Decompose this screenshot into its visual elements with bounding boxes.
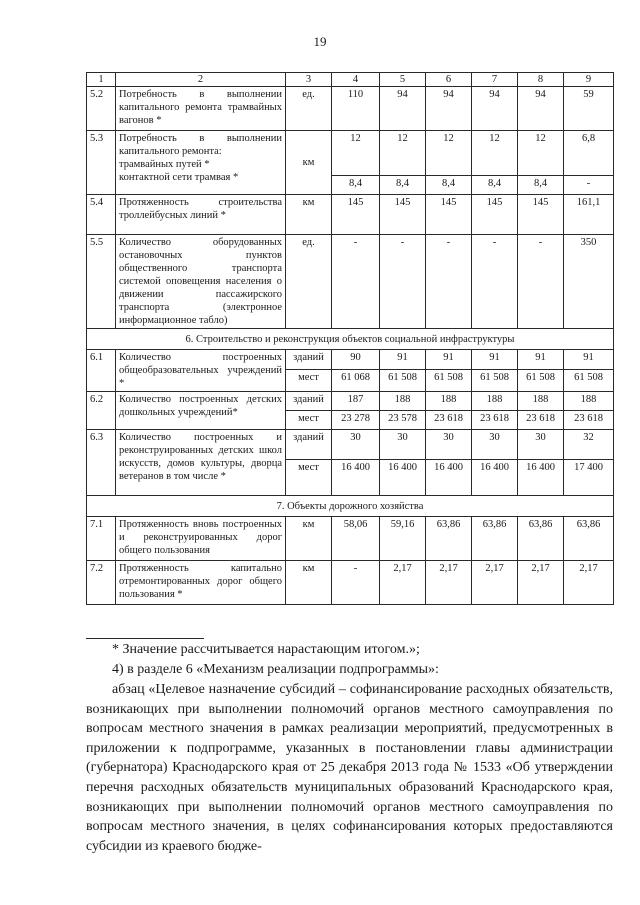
header-cell: 9 — [564, 73, 614, 87]
section-row — [87, 329, 614, 350]
value-cell: 145 — [426, 195, 472, 235]
value-cell: 61 508 — [472, 370, 518, 392]
section-change-line: 4) в разделе 6 «Механизм реализации подпрограммы»: — [112, 662, 439, 677]
value-cell: 16 400 — [518, 460, 564, 496]
value-cell: 12 — [518, 131, 564, 176]
value-cell: 8,4 — [518, 176, 564, 195]
value-cell: - — [518, 235, 564, 329]
indicator-name: Количество построенных детских дошкольных учреждений* — [116, 392, 286, 430]
unit-cell: км — [286, 131, 332, 195]
value-cell: 30 — [426, 430, 472, 460]
row-number: 5.2 — [87, 87, 116, 131]
header-cell: 8 — [518, 73, 564, 87]
value-cell: 58,06 — [332, 517, 380, 561]
value-cell: 61 068 — [332, 370, 380, 392]
value-cell: - — [426, 235, 472, 329]
value-cell: 16 400 — [332, 460, 380, 496]
row-number: 6.2 — [87, 392, 116, 430]
value-cell: 61 508 — [380, 370, 426, 392]
value-cell: 23 618 — [518, 411, 564, 430]
table-row — [87, 430, 614, 460]
header-cell: 4 — [332, 73, 380, 87]
value-cell: - — [380, 235, 426, 329]
row-number: 7.1 — [87, 517, 116, 561]
indicator-name: Количество построенных общеобразовательных учреждений * — [116, 350, 286, 392]
unit-cell: км — [286, 195, 332, 235]
value-cell: 12 — [472, 131, 518, 176]
value-cell: 145 — [380, 195, 426, 235]
value-cell: 2,17 — [518, 561, 564, 605]
header-cell: 6 — [426, 73, 472, 87]
page-number: 19 — [313, 34, 327, 49]
value-cell: 59 — [564, 87, 614, 131]
value-cell: 63,86 — [472, 517, 518, 561]
value-cell: 61 508 — [564, 370, 614, 392]
unit-cell: зданий — [286, 392, 332, 411]
value-cell: 91 — [564, 350, 614, 370]
value-cell: 188 — [426, 392, 472, 411]
value-cell: 6,8 — [564, 131, 614, 176]
value-cell: 8,4 — [426, 176, 472, 195]
value-cell: 8,4 — [332, 176, 380, 195]
value-cell: 30 — [380, 430, 426, 460]
value-cell: 61 508 — [518, 370, 564, 392]
indicator-name: Количество оборудованных остановочных пунктов общественного транспорта системой оповещения населения о движении пассажирского транспорта (электронное информационное табло) — [116, 235, 286, 329]
value-cell: - — [332, 561, 380, 605]
value-cell: 63,86 — [426, 517, 472, 561]
unit-cell: мест — [286, 411, 332, 430]
value-cell: 188 — [380, 392, 426, 411]
value-cell: 12 — [426, 131, 472, 176]
table-row — [87, 561, 614, 605]
header-cell: 3 — [286, 73, 332, 87]
indicator-name-main: Потребность в выполнении капитального ремонта: — [119, 133, 282, 157]
value-cell: 23 278 — [332, 411, 380, 430]
value-cell: 61 508 — [426, 370, 472, 392]
value-cell: 91 — [380, 350, 426, 370]
table-row — [87, 131, 614, 176]
value-cell: 30 — [472, 430, 518, 460]
value-cell: 30 — [518, 430, 564, 460]
value-cell: 8,4 — [472, 176, 518, 195]
unit-cell: зданий — [286, 350, 332, 370]
value-cell: 188 — [564, 392, 614, 411]
value-cell: 16 400 — [426, 460, 472, 496]
section-title: 6. Строительство и реконструкция объектов социальной инфраструктуры — [87, 329, 614, 350]
value-cell: 23 618 — [472, 411, 518, 430]
unit-cell: ед. — [286, 235, 332, 329]
value-cell: 91 — [426, 350, 472, 370]
value-cell: 90 — [332, 350, 380, 370]
value-cell: 188 — [518, 392, 564, 411]
unit-cell: ед. — [286, 87, 332, 131]
value-cell: 12 — [332, 131, 380, 176]
value-cell: 23 618 — [426, 411, 472, 430]
value-cell: 63,86 — [518, 517, 564, 561]
indicator-name: Протяженность капитально отремонтированных дорог общего пользования * — [116, 561, 286, 605]
value-cell: 16 400 — [472, 460, 518, 496]
table-row — [87, 392, 614, 411]
section-row — [87, 496, 614, 517]
value-cell: 23 618 — [564, 411, 614, 430]
table-row — [87, 235, 614, 329]
value-cell: 161,1 — [564, 195, 614, 235]
unit-cell: зданий — [286, 430, 332, 460]
indicator-name: Потребность в выполнении капитального ремонта трамвайных вагонов * — [116, 87, 286, 131]
footnote: * Значение рассчитывается нарастающим итогом.»; — [112, 642, 420, 657]
value-cell: 94 — [380, 87, 426, 131]
row-number: 6.1 — [87, 350, 116, 392]
value-cell: 94 — [518, 87, 564, 131]
value-cell: 2,17 — [564, 561, 614, 605]
value-cell: 23 578 — [380, 411, 426, 430]
indicator-sub-tram-tracks: трамвайных путей * — [119, 159, 210, 170]
value-cell: 91 — [518, 350, 564, 370]
table-row — [87, 87, 614, 131]
value-cell: - — [564, 176, 614, 195]
indicator-name: Протяженность строительства троллейбусных линий * — [116, 195, 286, 235]
value-cell: 2,17 — [472, 561, 518, 605]
unit-cell: км — [286, 517, 332, 561]
header-cell: 2 — [116, 73, 286, 87]
unit-cell: км — [286, 561, 332, 605]
indicators-table — [86, 72, 614, 605]
indicator-name — [116, 131, 286, 195]
value-cell: 350 — [564, 235, 614, 329]
value-cell: 145 — [472, 195, 518, 235]
header-cell: 1 — [87, 73, 116, 87]
header-cell: 5 — [380, 73, 426, 87]
value-cell: 145 — [518, 195, 564, 235]
table-row — [87, 350, 614, 370]
value-cell: 91 — [472, 350, 518, 370]
value-cell: 2,17 — [380, 561, 426, 605]
value-cell: 12 — [380, 131, 426, 176]
value-cell: 110 — [332, 87, 380, 131]
value-cell: 94 — [426, 87, 472, 131]
row-number: 5.4 — [87, 195, 116, 235]
value-cell: 17 400 — [564, 460, 614, 496]
value-cell: - — [472, 235, 518, 329]
value-cell: 16 400 — [380, 460, 426, 496]
value-cell: 187 — [332, 392, 380, 411]
value-cell: 188 — [472, 392, 518, 411]
section-title: 7. Объекты дорожного хозяйства — [87, 496, 614, 517]
value-cell: 2,17 — [426, 561, 472, 605]
value-cell: 145 — [332, 195, 380, 235]
indicator-name: Количество построенных и реконструированных детских школ искусств, домов культуры, дворца ветеранов в том числе * — [116, 430, 286, 496]
row-number: 7.2 — [87, 561, 116, 605]
table-header-row — [87, 73, 614, 87]
footnote-divider — [86, 638, 204, 639]
table-row — [87, 195, 614, 235]
header-cell: 7 — [472, 73, 518, 87]
value-cell: - — [332, 235, 380, 329]
row-number: 6.3 — [87, 430, 116, 496]
table-row — [87, 517, 614, 561]
value-cell: 32 — [564, 430, 614, 460]
body-paragraph: абзац «Целевое назначение субсидий – софинансирование расходных обязательств, возникающих при выполнении полномочий органов местного самоуправления по вопросам местного значения в рамках реализации мероприятий, предусмотренных в приложении к подпрограмме, указанных в постановлении главы администрации (губернатора) Краснодарского края от 25 декабря 2013 года № 1533 «Об утверждении перечня расходных обязательств муниципальных образований Краснодарского края, возникающих при выполнении полномочий органов местного самоуправления по вопросам местного значения, в целях софинансирования которых предоставляются субсидии из краевого бюдже- — [86, 682, 613, 854]
value-cell: 94 — [472, 87, 518, 131]
row-number: 5.3 — [87, 131, 116, 195]
row-number: 5.5 — [87, 235, 116, 329]
indicator-sub-contact-network: контактной сети трамвая * — [119, 172, 239, 183]
indicator-name: Протяженность вновь построенных и реконструированных дорог общего пользования — [116, 517, 286, 561]
unit-cell: мест — [286, 370, 332, 392]
value-cell: 59,16 — [380, 517, 426, 561]
value-cell: 30 — [332, 430, 380, 460]
value-cell: 8,4 — [380, 176, 426, 195]
unit-cell: мест — [286, 460, 332, 496]
value-cell: 63,86 — [564, 517, 614, 561]
